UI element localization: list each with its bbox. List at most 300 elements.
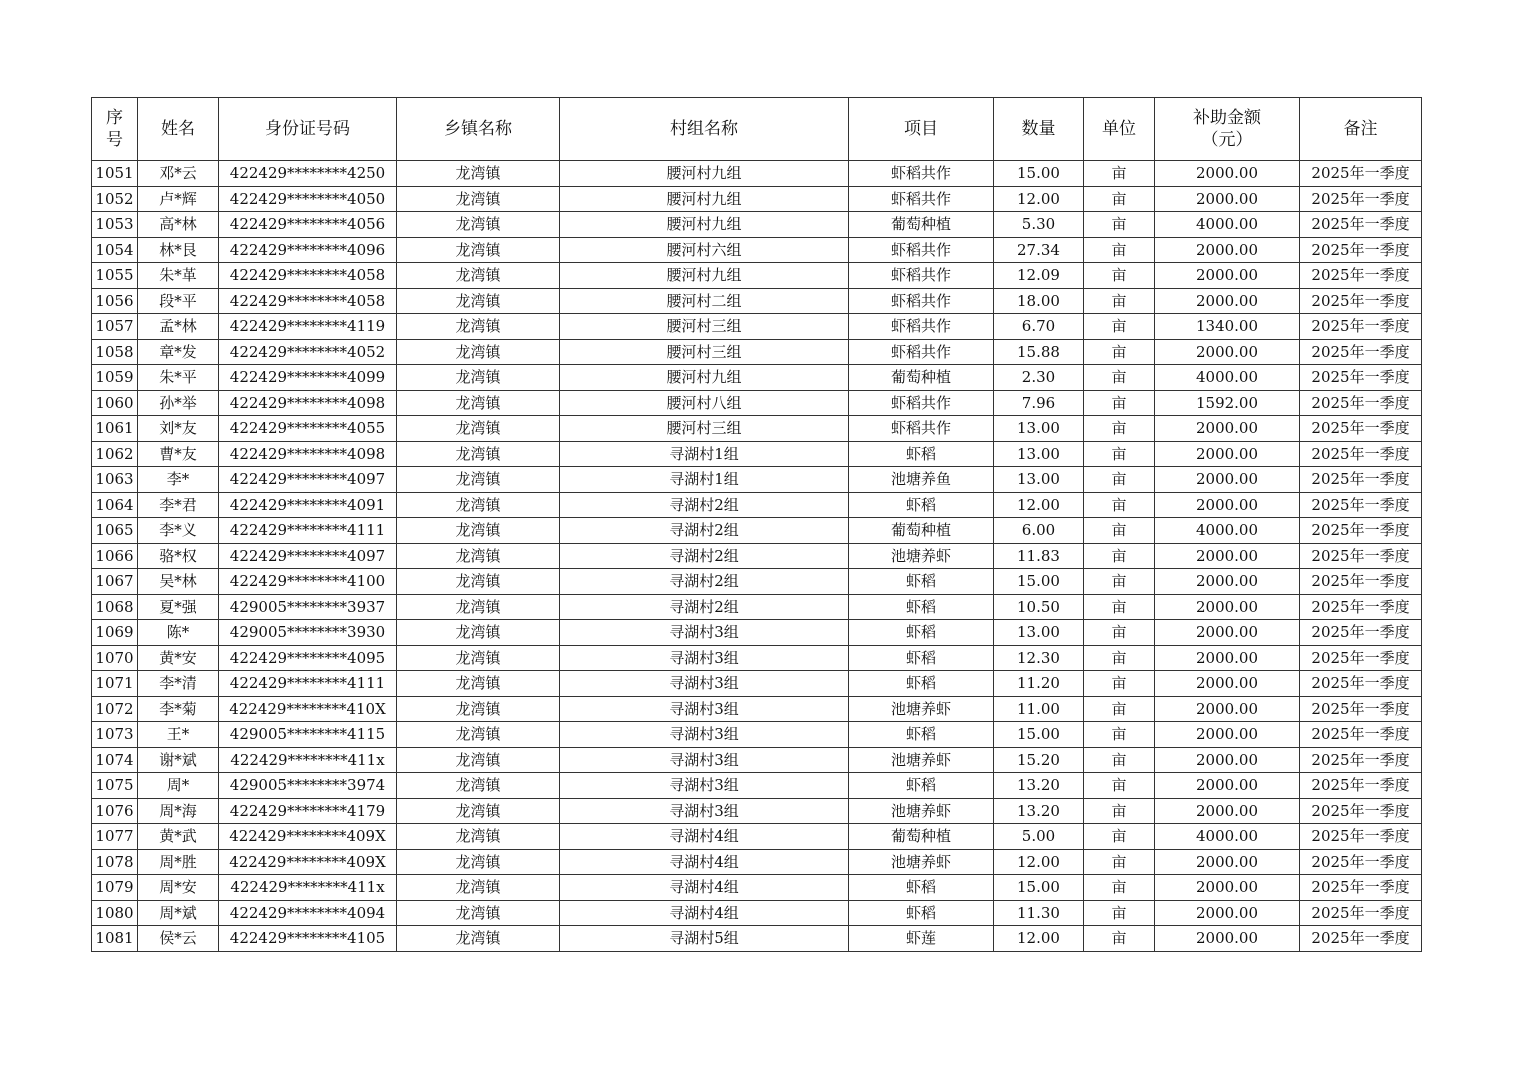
cell-unit: 亩	[1084, 747, 1155, 773]
cell-amount: 2000.00	[1155, 237, 1300, 263]
cell-project: 虾稻共作	[849, 161, 994, 187]
cell-amount: 4000.00	[1155, 518, 1300, 544]
cell-name: 黄*武	[138, 824, 219, 850]
cell-remark: 2025年一季度	[1300, 518, 1422, 544]
cell-unit: 亩	[1084, 212, 1155, 238]
cell-town: 龙湾镇	[397, 492, 560, 518]
cell-id-number: 422429********409X	[219, 849, 397, 875]
cell-village: 腰河村九组	[560, 161, 849, 187]
table-row	[92, 492, 1422, 518]
cell-seq: 1055	[92, 263, 138, 289]
table-row	[92, 390, 1422, 416]
cell-project: 虾稻	[849, 441, 994, 467]
cell-remark: 2025年一季度	[1300, 416, 1422, 442]
cell-village: 寻湖村3组	[560, 722, 849, 748]
cell-id-number: 422429********4100	[219, 569, 397, 595]
cell-project: 虾稻	[849, 671, 994, 697]
table-row	[92, 849, 1422, 875]
cell-remark: 2025年一季度	[1300, 900, 1422, 926]
cell-name: 李*义	[138, 518, 219, 544]
cell-remark: 2025年一季度	[1300, 467, 1422, 493]
cell-remark: 2025年一季度	[1300, 569, 1422, 595]
table-row	[92, 467, 1422, 493]
cell-project: 虾莲	[849, 926, 994, 952]
cell-remark: 2025年一季度	[1300, 671, 1422, 697]
cell-town: 龙湾镇	[397, 390, 560, 416]
cell-project: 葡萄种植	[849, 212, 994, 238]
header-amount: 补助金额 （元）	[1155, 98, 1300, 161]
cell-quantity: 13.00	[994, 467, 1084, 493]
cell-name: 林*艮	[138, 237, 219, 263]
cell-quantity: 13.00	[994, 441, 1084, 467]
cell-remark: 2025年一季度	[1300, 696, 1422, 722]
cell-name: 高*林	[138, 212, 219, 238]
cell-id-number: 429005********3937	[219, 594, 397, 620]
cell-town: 龙湾镇	[397, 467, 560, 493]
header-id-number: 身份证号码	[219, 98, 397, 161]
cell-quantity: 2.30	[994, 365, 1084, 391]
cell-project: 虾稻	[849, 773, 994, 799]
cell-village: 腰河村九组	[560, 263, 849, 289]
cell-quantity: 5.00	[994, 824, 1084, 850]
cell-village: 腰河村六组	[560, 237, 849, 263]
cell-amount: 2000.00	[1155, 339, 1300, 365]
cell-village: 寻湖村2组	[560, 569, 849, 595]
cell-seq: 1067	[92, 569, 138, 595]
cell-amount: 2000.00	[1155, 773, 1300, 799]
cell-remark: 2025年一季度	[1300, 161, 1422, 187]
cell-town: 龙湾镇	[397, 722, 560, 748]
cell-amount: 2000.00	[1155, 263, 1300, 289]
cell-remark: 2025年一季度	[1300, 339, 1422, 365]
table-row	[92, 288, 1422, 314]
cell-town: 龙湾镇	[397, 263, 560, 289]
header-project: 项目	[849, 98, 994, 161]
cell-town: 龙湾镇	[397, 365, 560, 391]
cell-unit: 亩	[1084, 518, 1155, 544]
cell-quantity: 6.70	[994, 314, 1084, 340]
cell-seq: 1072	[92, 696, 138, 722]
table-row	[92, 543, 1422, 569]
cell-quantity: 12.00	[994, 186, 1084, 212]
table-row	[92, 747, 1422, 773]
cell-remark: 2025年一季度	[1300, 212, 1422, 238]
cell-village: 寻湖村3组	[560, 773, 849, 799]
cell-id-number: 422429********4097	[219, 467, 397, 493]
cell-project: 虾稻	[849, 620, 994, 646]
cell-town: 龙湾镇	[397, 926, 560, 952]
header-town: 乡镇名称	[397, 98, 560, 161]
cell-seq: 1073	[92, 722, 138, 748]
cell-id-number: 422429********4091	[219, 492, 397, 518]
cell-id-number: 422429********4250	[219, 161, 397, 187]
cell-village: 腰河村九组	[560, 212, 849, 238]
cell-unit: 亩	[1084, 773, 1155, 799]
cell-seq: 1060	[92, 390, 138, 416]
cell-name: 李*菊	[138, 696, 219, 722]
cell-amount: 1592.00	[1155, 390, 1300, 416]
cell-quantity: 6.00	[994, 518, 1084, 544]
cell-id-number: 429005********3930	[219, 620, 397, 646]
table-row	[92, 798, 1422, 824]
cell-seq: 1059	[92, 365, 138, 391]
cell-town: 龙湾镇	[397, 186, 560, 212]
cell-town: 龙湾镇	[397, 594, 560, 620]
cell-id-number: 422429********410X	[219, 696, 397, 722]
cell-village: 寻湖村3组	[560, 645, 849, 671]
table-row	[92, 696, 1422, 722]
table-row	[92, 186, 1422, 212]
cell-project: 虾稻共作	[849, 288, 994, 314]
cell-quantity: 11.00	[994, 696, 1084, 722]
cell-quantity: 13.20	[994, 773, 1084, 799]
cell-quantity: 11.30	[994, 900, 1084, 926]
cell-project: 虾稻共作	[849, 237, 994, 263]
cell-name: 周*斌	[138, 900, 219, 926]
header-village: 村组名称	[560, 98, 849, 161]
table-row	[92, 926, 1422, 952]
cell-unit: 亩	[1084, 339, 1155, 365]
cell-quantity: 13.20	[994, 798, 1084, 824]
cell-village: 寻湖村4组	[560, 900, 849, 926]
cell-amount: 2000.00	[1155, 467, 1300, 493]
cell-village: 寻湖村3组	[560, 671, 849, 697]
cell-town: 龙湾镇	[397, 416, 560, 442]
cell-quantity: 7.96	[994, 390, 1084, 416]
cell-project: 池塘养虾	[849, 849, 994, 875]
cell-quantity: 13.00	[994, 620, 1084, 646]
cell-remark: 2025年一季度	[1300, 798, 1422, 824]
cell-quantity: 12.00	[994, 849, 1084, 875]
cell-quantity: 15.88	[994, 339, 1084, 365]
cell-town: 龙湾镇	[397, 798, 560, 824]
cell-seq: 1080	[92, 900, 138, 926]
cell-seq: 1075	[92, 773, 138, 799]
cell-id-number: 422429********4111	[219, 518, 397, 544]
cell-quantity: 13.00	[994, 416, 1084, 442]
table-row	[92, 212, 1422, 238]
cell-seq: 1076	[92, 798, 138, 824]
cell-id-number: 422429********4105	[219, 926, 397, 952]
cell-project: 虾稻	[849, 492, 994, 518]
cell-id-number: 422429********4098	[219, 441, 397, 467]
cell-town: 龙湾镇	[397, 900, 560, 926]
cell-project: 虾稻	[849, 875, 994, 901]
cell-quantity: 12.09	[994, 263, 1084, 289]
cell-id-number: 422429********4095	[219, 645, 397, 671]
cell-quantity: 12.30	[994, 645, 1084, 671]
cell-village: 腰河村三组	[560, 416, 849, 442]
cell-id-number: 422429********4056	[219, 212, 397, 238]
cell-unit: 亩	[1084, 416, 1155, 442]
cell-amount: 2000.00	[1155, 696, 1300, 722]
header-seq: 序 号	[92, 98, 138, 161]
cell-amount: 2000.00	[1155, 798, 1300, 824]
cell-quantity: 12.00	[994, 926, 1084, 952]
cell-seq: 1079	[92, 875, 138, 901]
cell-unit: 亩	[1084, 365, 1155, 391]
cell-quantity: 15.20	[994, 747, 1084, 773]
cell-name: 侯*云	[138, 926, 219, 952]
cell-project: 虾稻共作	[849, 186, 994, 212]
cell-amount: 2000.00	[1155, 594, 1300, 620]
cell-unit: 亩	[1084, 441, 1155, 467]
cell-unit: 亩	[1084, 467, 1155, 493]
cell-remark: 2025年一季度	[1300, 390, 1422, 416]
cell-name: 李*清	[138, 671, 219, 697]
cell-remark: 2025年一季度	[1300, 288, 1422, 314]
cell-id-number: 422429********4096	[219, 237, 397, 263]
cell-village: 腰河村八组	[560, 390, 849, 416]
cell-unit: 亩	[1084, 288, 1155, 314]
cell-remark: 2025年一季度	[1300, 773, 1422, 799]
cell-id-number: 422429********4179	[219, 798, 397, 824]
cell-town: 龙湾镇	[397, 747, 560, 773]
cell-amount: 2000.00	[1155, 569, 1300, 595]
cell-unit: 亩	[1084, 314, 1155, 340]
table-row	[92, 237, 1422, 263]
cell-remark: 2025年一季度	[1300, 543, 1422, 569]
cell-id-number: 422429********4094	[219, 900, 397, 926]
cell-village: 腰河村三组	[560, 314, 849, 340]
cell-amount: 2000.00	[1155, 926, 1300, 952]
cell-remark: 2025年一季度	[1300, 747, 1422, 773]
cell-unit: 亩	[1084, 186, 1155, 212]
cell-project: 虾稻	[849, 900, 994, 926]
table-row	[92, 416, 1422, 442]
cell-quantity: 15.00	[994, 722, 1084, 748]
cell-project: 虾稻共作	[849, 416, 994, 442]
cell-unit: 亩	[1084, 620, 1155, 646]
table-row	[92, 594, 1422, 620]
table-row	[92, 671, 1422, 697]
cell-quantity: 15.00	[994, 875, 1084, 901]
cell-seq: 1074	[92, 747, 138, 773]
cell-seq: 1063	[92, 467, 138, 493]
cell-town: 龙湾镇	[397, 875, 560, 901]
cell-village: 寻湖村4组	[560, 849, 849, 875]
cell-amount: 2000.00	[1155, 849, 1300, 875]
table-row	[92, 773, 1422, 799]
table-row	[92, 722, 1422, 748]
cell-village: 寻湖村5组	[560, 926, 849, 952]
cell-project: 虾稻共作	[849, 339, 994, 365]
cell-id-number: 429005********3974	[219, 773, 397, 799]
cell-project: 葡萄种植	[849, 365, 994, 391]
cell-seq: 1068	[92, 594, 138, 620]
cell-seq: 1051	[92, 161, 138, 187]
cell-unit: 亩	[1084, 875, 1155, 901]
cell-village: 腰河村三组	[560, 339, 849, 365]
cell-name: 曹*友	[138, 441, 219, 467]
cell-quantity: 15.00	[994, 161, 1084, 187]
cell-unit: 亩	[1084, 492, 1155, 518]
cell-seq: 1054	[92, 237, 138, 263]
cell-id-number: 422429********4050	[219, 186, 397, 212]
cell-town: 龙湾镇	[397, 339, 560, 365]
cell-name: 周*胜	[138, 849, 219, 875]
cell-name: 朱*平	[138, 365, 219, 391]
cell-id-number: 422429********4058	[219, 288, 397, 314]
cell-id-number: 429005********4115	[219, 722, 397, 748]
cell-amount: 4000.00	[1155, 365, 1300, 391]
cell-seq: 1061	[92, 416, 138, 442]
cell-name: 周*安	[138, 875, 219, 901]
cell-town: 龙湾镇	[397, 849, 560, 875]
cell-amount: 2000.00	[1155, 875, 1300, 901]
cell-town: 龙湾镇	[397, 671, 560, 697]
cell-unit: 亩	[1084, 237, 1155, 263]
table-row	[92, 339, 1422, 365]
header-name: 姓名	[138, 98, 219, 161]
cell-name: 黄*安	[138, 645, 219, 671]
cell-remark: 2025年一季度	[1300, 365, 1422, 391]
cell-seq: 1081	[92, 926, 138, 952]
cell-village: 寻湖村3组	[560, 620, 849, 646]
cell-project: 虾稻共作	[849, 263, 994, 289]
cell-seq: 1077	[92, 824, 138, 850]
cell-remark: 2025年一季度	[1300, 824, 1422, 850]
cell-project: 池塘养虾	[849, 747, 994, 773]
cell-unit: 亩	[1084, 594, 1155, 620]
cell-quantity: 27.34	[994, 237, 1084, 263]
cell-amount: 1340.00	[1155, 314, 1300, 340]
cell-town: 龙湾镇	[397, 237, 560, 263]
cell-seq: 1069	[92, 620, 138, 646]
cell-amount: 2000.00	[1155, 288, 1300, 314]
cell-remark: 2025年一季度	[1300, 441, 1422, 467]
cell-town: 龙湾镇	[397, 696, 560, 722]
cell-quantity: 11.83	[994, 543, 1084, 569]
cell-amount: 2000.00	[1155, 671, 1300, 697]
cell-id-number: 422429********4055	[219, 416, 397, 442]
cell-remark: 2025年一季度	[1300, 237, 1422, 263]
cell-name: 卢*辉	[138, 186, 219, 212]
table-row	[92, 875, 1422, 901]
cell-project: 葡萄种植	[849, 824, 994, 850]
cell-town: 龙湾镇	[397, 212, 560, 238]
cell-name: 章*发	[138, 339, 219, 365]
cell-town: 龙湾镇	[397, 441, 560, 467]
cell-unit: 亩	[1084, 798, 1155, 824]
cell-amount: 2000.00	[1155, 186, 1300, 212]
cell-seq: 1056	[92, 288, 138, 314]
cell-amount: 2000.00	[1155, 441, 1300, 467]
cell-amount: 2000.00	[1155, 900, 1300, 926]
cell-amount: 2000.00	[1155, 722, 1300, 748]
cell-village: 腰河村九组	[560, 186, 849, 212]
cell-remark: 2025年一季度	[1300, 314, 1422, 340]
cell-seq: 1058	[92, 339, 138, 365]
cell-unit: 亩	[1084, 543, 1155, 569]
cell-town: 龙湾镇	[397, 543, 560, 569]
cell-id-number: 422429********4052	[219, 339, 397, 365]
cell-remark: 2025年一季度	[1300, 263, 1422, 289]
header-quantity: 数量	[994, 98, 1084, 161]
cell-id-number: 422429********4098	[219, 390, 397, 416]
cell-amount: 2000.00	[1155, 543, 1300, 569]
cell-unit: 亩	[1084, 926, 1155, 952]
cell-quantity: 11.20	[994, 671, 1084, 697]
cell-quantity: 15.00	[994, 569, 1084, 595]
cell-village: 寻湖村3组	[560, 696, 849, 722]
cell-amount: 2000.00	[1155, 620, 1300, 646]
cell-name: 周*海	[138, 798, 219, 824]
table-row	[92, 900, 1422, 926]
cell-name: 邓*云	[138, 161, 219, 187]
cell-village: 寻湖村1组	[560, 467, 849, 493]
cell-remark: 2025年一季度	[1300, 492, 1422, 518]
cell-project: 池塘养鱼	[849, 467, 994, 493]
cell-village: 寻湖村2组	[560, 492, 849, 518]
cell-name: 陈*	[138, 620, 219, 646]
cell-remark: 2025年一季度	[1300, 926, 1422, 952]
cell-name: 李*君	[138, 492, 219, 518]
cell-amount: 4000.00	[1155, 824, 1300, 850]
cell-seq: 1062	[92, 441, 138, 467]
cell-id-number: 422429********4099	[219, 365, 397, 391]
cell-unit: 亩	[1084, 722, 1155, 748]
cell-project: 虾稻共作	[849, 314, 994, 340]
cell-project: 池塘养虾	[849, 798, 994, 824]
cell-village: 寻湖村4组	[560, 824, 849, 850]
table-row	[92, 314, 1422, 340]
table-row	[92, 263, 1422, 289]
cell-remark: 2025年一季度	[1300, 594, 1422, 620]
cell-unit: 亩	[1084, 900, 1155, 926]
cell-id-number: 422429********4097	[219, 543, 397, 569]
cell-amount: 2000.00	[1155, 645, 1300, 671]
cell-amount: 4000.00	[1155, 212, 1300, 238]
cell-town: 龙湾镇	[397, 824, 560, 850]
cell-village: 寻湖村3组	[560, 798, 849, 824]
cell-name: 周*	[138, 773, 219, 799]
cell-remark: 2025年一季度	[1300, 722, 1422, 748]
cell-amount: 2000.00	[1155, 747, 1300, 773]
cell-village: 腰河村二组	[560, 288, 849, 314]
table-row	[92, 569, 1422, 595]
table-row	[92, 620, 1422, 646]
cell-seq: 1052	[92, 186, 138, 212]
cell-amount: 2000.00	[1155, 161, 1300, 187]
cell-name: 段*平	[138, 288, 219, 314]
cell-id-number: 422429********411x	[219, 875, 397, 901]
cell-unit: 亩	[1084, 824, 1155, 850]
cell-amount: 2000.00	[1155, 492, 1300, 518]
cell-name: 吴*林	[138, 569, 219, 595]
header-remark: 备注	[1300, 98, 1422, 161]
cell-village: 寻湖村2组	[560, 543, 849, 569]
cell-quantity: 18.00	[994, 288, 1084, 314]
cell-name: 刘*友	[138, 416, 219, 442]
cell-unit: 亩	[1084, 849, 1155, 875]
cell-seq: 1078	[92, 849, 138, 875]
cell-town: 龙湾镇	[397, 773, 560, 799]
cell-name: 王*	[138, 722, 219, 748]
cell-unit: 亩	[1084, 161, 1155, 187]
cell-town: 龙湾镇	[397, 288, 560, 314]
cell-unit: 亩	[1084, 263, 1155, 289]
cell-village: 寻湖村2组	[560, 594, 849, 620]
cell-name: 朱*革	[138, 263, 219, 289]
cell-id-number: 422429********4119	[219, 314, 397, 340]
cell-seq: 1053	[92, 212, 138, 238]
cell-remark: 2025年一季度	[1300, 645, 1422, 671]
cell-seq: 1066	[92, 543, 138, 569]
cell-village: 寻湖村1组	[560, 441, 849, 467]
cell-project: 虾稻	[849, 645, 994, 671]
cell-name: 夏*强	[138, 594, 219, 620]
